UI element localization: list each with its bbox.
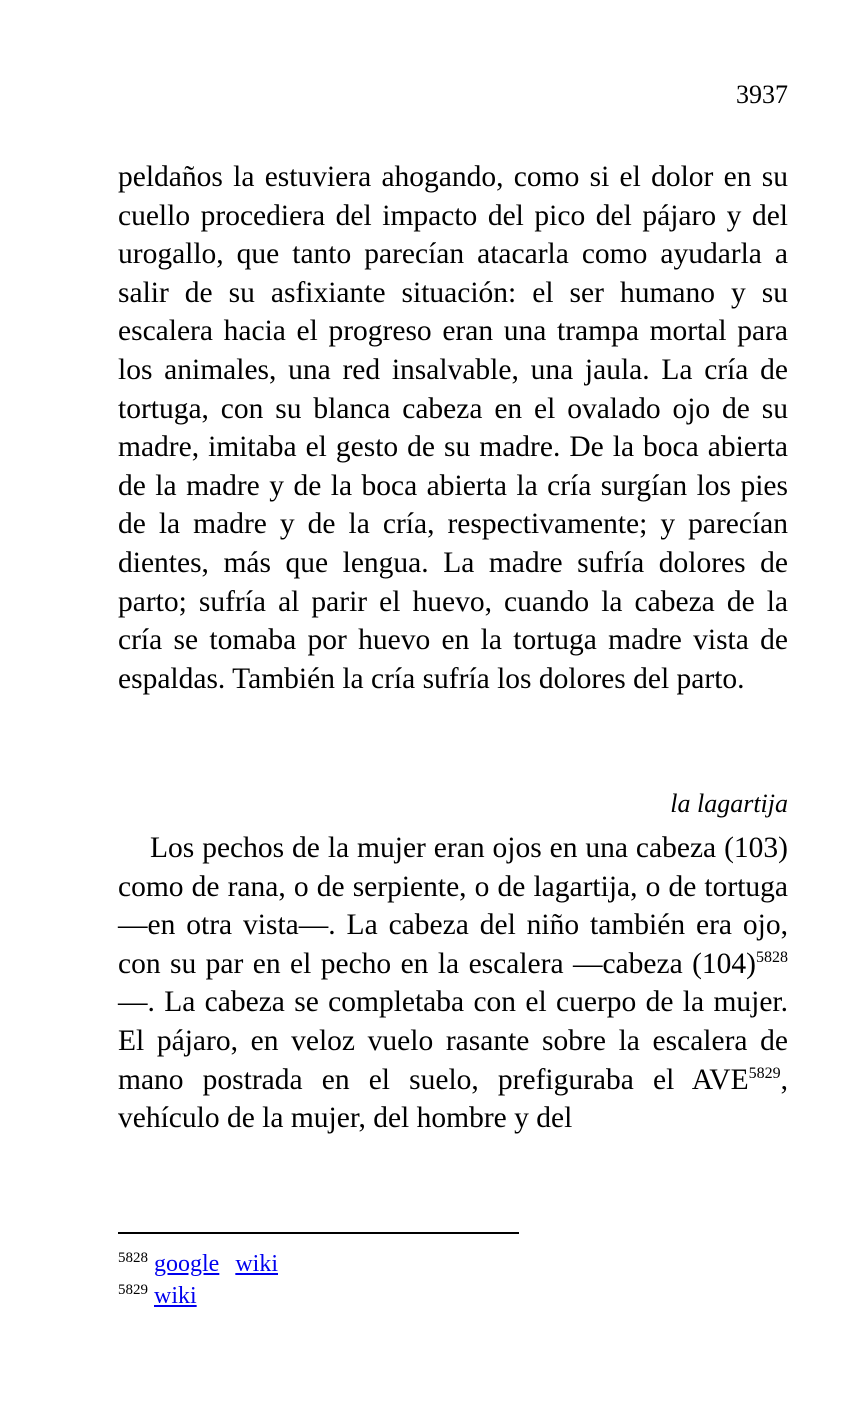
section-heading: la lagartija: [670, 789, 788, 818]
body-paragraph-2: [118, 829, 788, 1138]
footnote-ref-5828[interactable]: 5828: [756, 948, 788, 966]
footnotes: [118, 1248, 718, 1312]
page-number: 3937: [736, 80, 788, 109]
body-paragraph-1: peldaños la estuviera ahogando, como si el dolor en su cuello procediera del impacto del pico del pájaro y del urogallo, que tanto parecían atacarla como ayudarla a salir de su asfixiante situación: el ser humano y su escalera hacia el progreso eran una trampa mortal para los animales, una red insalvable, una jaula. La cría de tortuga, con su blanca cabeza en el ovalado ojo de su madre, imitaba el gesto de su madre. De la boca abierta de la madre y de la boca abierta la cría surgían los pies de la madre y de la cría, respectivamente; y parecían dientes, más que lengua. La madre sufría dolores de parto; sufría al parir el huevo, cuando la cabeza de la cría se tomaba por huevo en la tortuga madre vista de espaldas. También la cría sufría los dolores del parto.: [118, 161, 788, 695]
paragraph-2-text-part-3: , vehículo de la mujer, del hombre y del: [118, 1063, 788, 1135]
footnote-link-google[interactable]: google: [154, 1251, 220, 1277]
paragraph-2-text-part-1: Los pechos de la mujer eran ojos en una cabeza (103) como de rana, o de serpiente, o de lagartija, o de tortuga —en otra vista—. La cabeza del niño también era ojo, con su par en el pecho en la escalera —cabeza (104): [118, 832, 788, 980]
footnote-5829: [118, 1280, 718, 1312]
footnote-5828: [118, 1248, 718, 1280]
paragraph-2-text-part-2: —. La cabeza se completaba con el cuerpo de la mujer. El pájaro, en veloz vuelo rasante sobre la escalera de mano postrada en el suelo, prefiguraba el AVE: [118, 986, 788, 1096]
footnote-number: 5828: [118, 1250, 148, 1266]
footnote-link-wiki[interactable]: wiki: [154, 1283, 197, 1309]
footnote-ref-5829[interactable]: 5829: [748, 1064, 781, 1082]
footnote-link-wiki[interactable]: wiki: [235, 1251, 278, 1277]
footnote-separator: [118, 1232, 519, 1234]
footnote-number: 5829: [118, 1282, 148, 1298]
